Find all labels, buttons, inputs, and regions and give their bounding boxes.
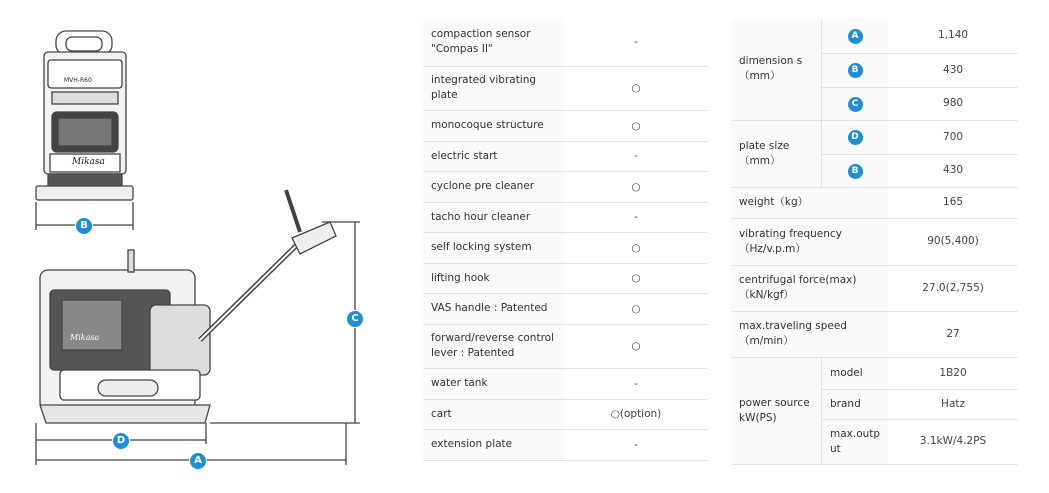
feature-value: - bbox=[564, 141, 708, 171]
spec-subname: max.outp ut bbox=[822, 419, 889, 464]
spec-subname: brand bbox=[822, 389, 889, 419]
feature-name: water tank bbox=[423, 368, 564, 399]
feature-value: - bbox=[564, 429, 708, 460]
dimension-badge-a: A bbox=[189, 452, 207, 470]
dimension-badge: A bbox=[848, 29, 863, 44]
feature-name: VAS handle : Patented bbox=[423, 293, 564, 324]
feature-row bbox=[423, 110, 708, 141]
feature-row bbox=[423, 232, 708, 263]
spec-row bbox=[731, 187, 1018, 218]
feature-name: self locking system bbox=[423, 232, 564, 263]
feature-name: cyclone pre cleaner bbox=[423, 171, 564, 202]
spec-name-traveling-speed: max.traveling speed （m/min） bbox=[731, 311, 888, 357]
spec-value: 1,140 bbox=[888, 19, 1018, 53]
feature-row bbox=[423, 171, 708, 202]
feature-value: ○ bbox=[564, 66, 708, 110]
feature-value: ○(option) bbox=[564, 399, 708, 429]
spec-row bbox=[731, 120, 1018, 154]
spec-value: 27 bbox=[888, 311, 1018, 357]
dimension-badge-c: C bbox=[346, 310, 364, 328]
feature-row bbox=[423, 368, 708, 399]
plate-compactor-illustration bbox=[0, 0, 400, 489]
spec-badge-cell bbox=[822, 87, 889, 120]
feature-value: - bbox=[564, 202, 708, 232]
feature-row bbox=[423, 263, 708, 293]
feature-row bbox=[423, 399, 708, 429]
feature-value: - bbox=[564, 19, 708, 66]
front-brand-mark: Mikasa bbox=[72, 157, 105, 167]
feature-name: integrated vibrating plate bbox=[423, 66, 564, 110]
spec-value: 3.1kW/4.2PS bbox=[888, 419, 1018, 464]
feature-value: - bbox=[564, 368, 708, 399]
feature-name: forward/reverse control lever : Patented bbox=[423, 324, 564, 368]
feature-value: ○ bbox=[564, 293, 708, 324]
dimension-badge: B bbox=[848, 63, 863, 78]
feature-name: compaction sensor "Compas II" bbox=[423, 19, 564, 66]
dimension-badge: B bbox=[848, 164, 863, 179]
feature-row bbox=[423, 202, 708, 232]
feature-name: monocoque structure bbox=[423, 110, 564, 141]
spec-value: 430 bbox=[888, 53, 1018, 87]
spec-table bbox=[731, 19, 1018, 465]
spec-value: 165 bbox=[888, 187, 1018, 218]
spec-value: Hatz bbox=[888, 389, 1018, 419]
spec-value: 1B20 bbox=[888, 357, 1018, 389]
feature-row bbox=[423, 324, 708, 368]
feature-value: ○ bbox=[564, 324, 708, 368]
feature-value: ○ bbox=[564, 171, 708, 202]
spec-name-plate-size: plate size （mm） bbox=[731, 120, 822, 187]
spec-row bbox=[731, 218, 1018, 265]
model-mark: MVH-R60 bbox=[64, 77, 92, 84]
dimension-badge-d: D bbox=[112, 432, 130, 450]
feature-table bbox=[423, 19, 708, 461]
spec-badge-cell bbox=[822, 19, 889, 53]
spec-badge-cell bbox=[822, 53, 889, 87]
spec-row bbox=[731, 19, 1018, 53]
spec-value: 980 bbox=[888, 87, 1018, 120]
dimension-badge: C bbox=[848, 97, 863, 112]
feature-row bbox=[423, 66, 708, 110]
dimension-badge-b: B bbox=[75, 217, 93, 235]
dimension-badge: D bbox=[848, 130, 863, 145]
spec-value: 27.0(2,755) bbox=[888, 265, 1018, 311]
spec-badge-cell bbox=[822, 154, 889, 187]
feature-row bbox=[423, 293, 708, 324]
spec-name-centrifugal-force: centrifugal force(max) （kN/kgf） bbox=[731, 265, 888, 311]
spec-row bbox=[731, 357, 1018, 389]
feature-row bbox=[423, 429, 708, 460]
feature-row bbox=[423, 141, 708, 171]
spec-value: 700 bbox=[888, 120, 1018, 154]
feature-name: extension plate bbox=[423, 429, 564, 460]
spec-name-power-source: power source kW(PS) bbox=[731, 357, 822, 464]
spec-name-vibrating-frequency: vibrating frequency （Hz/v.p.m） bbox=[731, 218, 888, 265]
feature-value: ○ bbox=[564, 263, 708, 293]
spec-row bbox=[731, 265, 1018, 311]
front-view-base-plate bbox=[36, 186, 133, 200]
feature-name: lifting hook bbox=[423, 263, 564, 293]
spec-badge-cell bbox=[822, 120, 889, 154]
side-brand-mark: Mikasa bbox=[70, 333, 100, 342]
side-view-base-plate bbox=[40, 405, 210, 423]
feature-value: ○ bbox=[564, 110, 708, 141]
spec-value: 90(5,400) bbox=[888, 218, 1018, 265]
feature-row bbox=[423, 19, 708, 66]
spec-subname: model bbox=[822, 357, 889, 389]
spec-name-dimensions: dimension s （mm） bbox=[731, 19, 822, 120]
spec-name-weight: weight（kg） bbox=[731, 187, 888, 218]
feature-value: ○ bbox=[564, 232, 708, 263]
spec-row bbox=[731, 311, 1018, 357]
feature-name: electric start bbox=[423, 141, 564, 171]
spec-value: 430 bbox=[888, 154, 1018, 187]
feature-name: cart bbox=[423, 399, 564, 429]
feature-name: tacho hour cleaner bbox=[423, 202, 564, 232]
machine-drawing bbox=[0, 0, 400, 489]
